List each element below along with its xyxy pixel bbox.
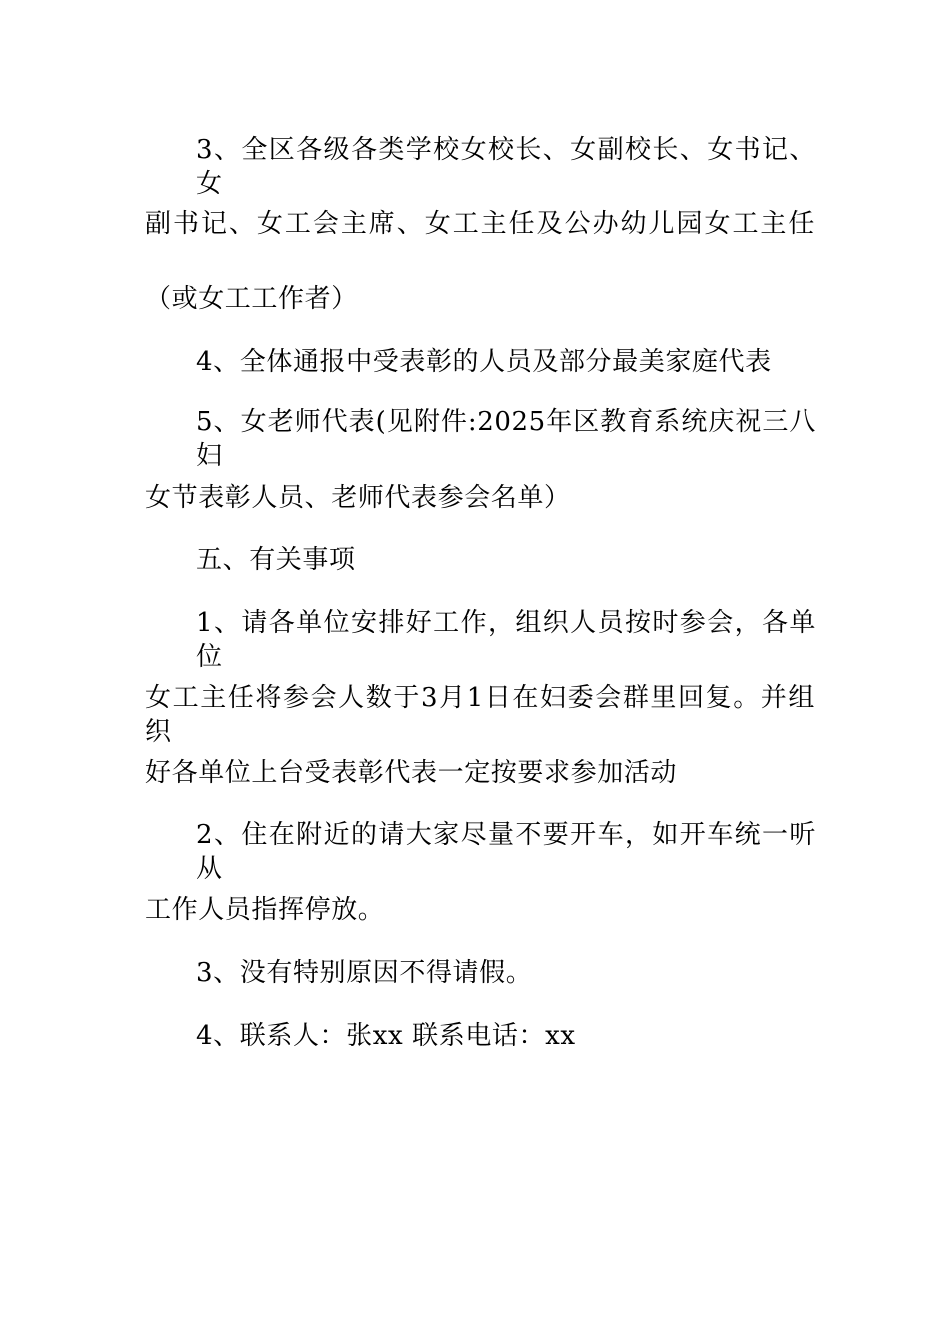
paragraph-line-item3-1: 3、全区各级各类学校女校长、女副校长、女书记、女 <box>196 135 816 199</box>
paragraph-line-contact: 4、联系人：张xx 联系电话：xx <box>196 1021 576 1051</box>
section-heading-related-matters: 五、有关事项 <box>196 545 356 575</box>
paragraph-line-matter2-1: 2、住在附近的请大家尽量不要开车，如开车统一听从 <box>196 820 816 884</box>
paragraph-line-matter2-2: 工作人员指挥停放。 <box>145 895 385 925</box>
paragraph-line-item3-2: 副书记、女工会主席、女工主任及公办幼儿园女工主任 <box>145 209 815 239</box>
paragraph-line-matter1-1: 1、请各单位安排好工作，组织人员按时参会，各单位 <box>196 608 816 672</box>
paragraph-line-matter1-3: 好各单位上台受表彰代表一定按要求参加活动 <box>145 758 678 788</box>
paragraph-line-item4: 4、全体通报中受表彰的人员及部分最美家庭代表 <box>196 347 772 377</box>
paragraph-line-item3-3: （或女工工作者） <box>145 284 358 314</box>
paragraph-line-item5-1: 5、女老师代表(见附件:2025年区教育系统庆祝三八妇 <box>196 407 816 471</box>
paragraph-line-matter3: 3、没有特别原因不得请假。 <box>196 958 533 988</box>
paragraph-line-matter1-2: 女工主任将参会人数于3月1日在妇委会群里回复。并组织 <box>145 683 815 747</box>
paragraph-line-item5-2: 女节表彰人员、老师代表参会名单） <box>145 483 571 513</box>
